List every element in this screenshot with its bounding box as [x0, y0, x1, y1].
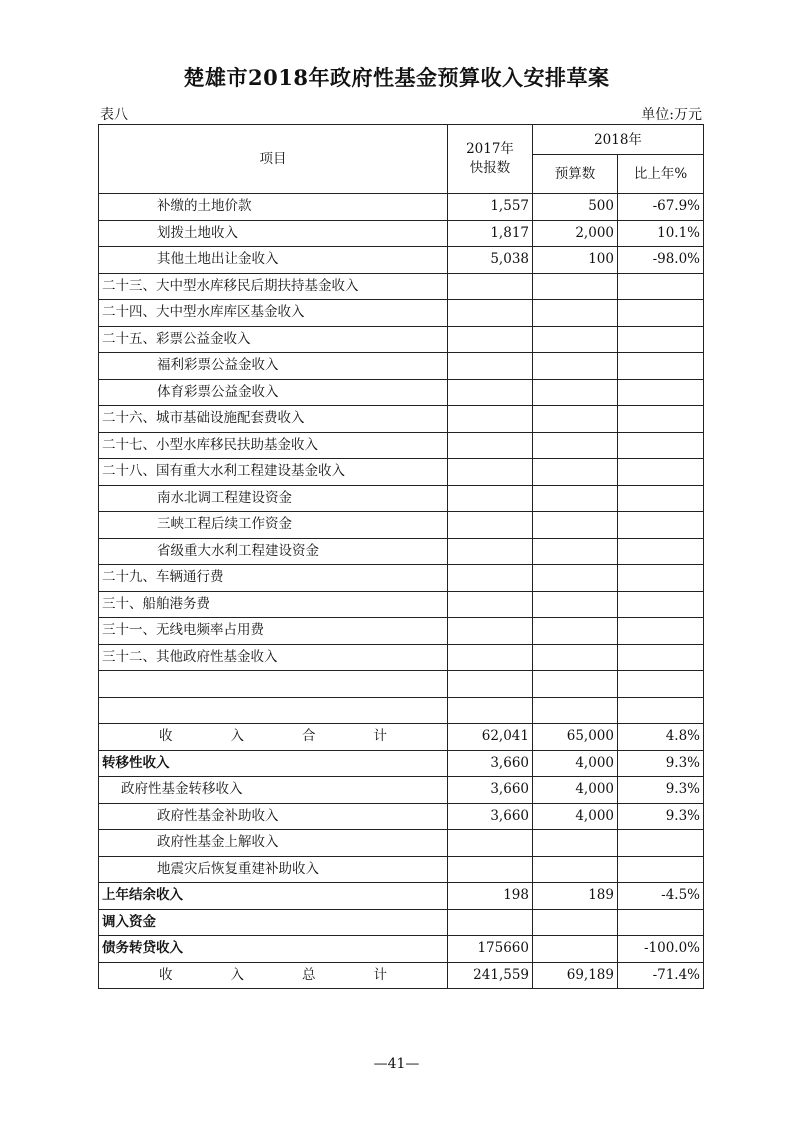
cell-v2017 [448, 300, 533, 327]
cell-v2017 [448, 538, 533, 565]
cell-budget: 500 [533, 194, 618, 221]
cell-v2017 [448, 326, 533, 353]
cell-budget [533, 512, 618, 539]
cell-budget [533, 432, 618, 459]
table-row [99, 512, 704, 539]
row-label: 债务转贷收入 [99, 936, 448, 963]
table-row [99, 856, 704, 883]
table-row [99, 247, 704, 274]
cell-budget [533, 936, 618, 963]
cell-v2017 [448, 565, 533, 592]
cell-change: -71.4% [618, 962, 704, 989]
table-row [99, 459, 704, 486]
header-2017 [448, 125, 533, 194]
cell-change [618, 512, 704, 539]
table-row [99, 777, 704, 804]
cell-budget [533, 591, 618, 618]
cell-change [618, 459, 704, 486]
cell-budget [533, 618, 618, 645]
cell-v2017 [448, 379, 533, 406]
cell-change [618, 618, 704, 645]
row-label: 地震灾后恢复重建补助收入 [99, 856, 448, 883]
cell-budget: 100 [533, 247, 618, 274]
table-row [99, 379, 704, 406]
row-label: 划拨土地收入 [99, 220, 448, 247]
cell-change [618, 856, 704, 883]
row-label: 二十六、城市基础设施配套费收入 [99, 406, 448, 433]
cell-v2017: 241,559 [448, 962, 533, 989]
cell-change [618, 379, 704, 406]
cell-budget: 69,189 [533, 962, 618, 989]
cell-budget [533, 379, 618, 406]
row-label: 三十一、无线电频率占用费 [99, 618, 448, 645]
page-title: 楚雄市2018年政府性基金预算收入安排草案 [183, 65, 610, 90]
cell-v2017 [448, 591, 533, 618]
table-label: 表八 [100, 107, 128, 123]
cell-change [618, 485, 704, 512]
row-label: 二十四、大中型水库库区基金收入 [99, 300, 448, 327]
table-row [99, 644, 704, 671]
row-label: 二十九、车辆通行费 [99, 565, 448, 592]
row-label: 政府性基金转移收入 [99, 777, 448, 804]
row-label [99, 671, 448, 698]
row-label: 补缴的土地价款 [99, 194, 448, 221]
cell-budget [533, 273, 618, 300]
row-label: 三峡工程后续工作资金 [99, 512, 448, 539]
cell-v2017 [448, 459, 533, 486]
cell-change [618, 671, 704, 698]
cell-change: -67.9% [618, 194, 704, 221]
table-row [99, 538, 704, 565]
row-label: 二十七、小型水库移民扶助基金收入 [99, 432, 448, 459]
header-budget: 预算数 [533, 155, 618, 194]
cell-change [618, 565, 704, 592]
cell-v2017 [448, 909, 533, 936]
cell-v2017 [448, 485, 533, 512]
cell-change [618, 830, 704, 857]
cell-budget: 2,000 [533, 220, 618, 247]
budget-table [98, 124, 704, 989]
cell-v2017 [448, 406, 533, 433]
row-label: 二十五、彩票公益金收入 [99, 326, 448, 353]
header-2017-sub: 快报数 [469, 160, 511, 176]
cell-change: 9.3% [618, 803, 704, 830]
table-row [99, 353, 704, 380]
row-label: 二十三、大中型水库移民后期扶持基金收入 [99, 273, 448, 300]
row-label: 南水北调工程建设资金 [99, 485, 448, 512]
table-row [99, 697, 704, 724]
cell-v2017 [448, 432, 533, 459]
cell-v2017: 3,660 [448, 803, 533, 830]
row-label: 收入总计 [99, 962, 448, 989]
table-row [99, 194, 704, 221]
cell-budget: 4,000 [533, 803, 618, 830]
header-2017-year: 2017年 [466, 141, 514, 157]
table-row [99, 273, 704, 300]
row-label: 政府性基金补助收入 [99, 803, 448, 830]
cell-change: 4.8% [618, 724, 704, 751]
cell-change [618, 644, 704, 671]
row-label: 福利彩票公益金收入 [99, 353, 448, 380]
cell-change: -98.0% [618, 247, 704, 274]
table-row [99, 485, 704, 512]
unit-label: 单位:万元 [641, 107, 702, 123]
cell-v2017: 1,557 [448, 194, 533, 221]
cell-change [618, 591, 704, 618]
cell-v2017: 5,038 [448, 247, 533, 274]
table-row [99, 406, 704, 433]
table-row [99, 750, 704, 777]
table-row [99, 909, 704, 936]
page-number: —41— [373, 1056, 420, 1072]
cell-change: 10.1% [618, 220, 704, 247]
cell-v2017: 175660 [448, 936, 533, 963]
cell-change: -4.5% [618, 883, 704, 910]
row-label: 二十八、国有重大水利工程建设基金收入 [99, 459, 448, 486]
cell-change [618, 273, 704, 300]
cell-change [618, 538, 704, 565]
cell-budget [533, 459, 618, 486]
table-row [99, 830, 704, 857]
table-row [99, 724, 704, 751]
header-item: 项目 [99, 125, 448, 194]
row-label: 三十二、其他政府性基金收入 [99, 644, 448, 671]
cell-budget [533, 830, 618, 857]
cell-v2017 [448, 671, 533, 698]
cell-v2017 [448, 353, 533, 380]
cell-v2017 [448, 618, 533, 645]
table-row [99, 883, 704, 910]
row-label: 调入资金 [99, 909, 448, 936]
cell-change: 9.3% [618, 777, 704, 804]
cell-change: 9.3% [618, 750, 704, 777]
header-2018: 2018年 [533, 125, 704, 155]
cell-v2017 [448, 856, 533, 883]
cell-budget [533, 538, 618, 565]
cell-v2017 [448, 644, 533, 671]
cell-change [618, 300, 704, 327]
row-label: 其他土地出让金收入 [99, 247, 448, 274]
cell-budget [533, 644, 618, 671]
cell-budget: 65,000 [533, 724, 618, 751]
cell-budget [533, 326, 618, 353]
row-label: 三十、船舶港务费 [99, 591, 448, 618]
row-label: 政府性基金上解收入 [99, 830, 448, 857]
row-label [99, 697, 448, 724]
cell-change [618, 353, 704, 380]
table-row [99, 220, 704, 247]
table-row [99, 671, 704, 698]
table-row [99, 936, 704, 963]
cell-v2017 [448, 273, 533, 300]
cell-budget [533, 856, 618, 883]
table-row [99, 591, 704, 618]
cell-budget [533, 300, 618, 327]
row-label: 转移性收入 [99, 750, 448, 777]
cell-v2017: 3,660 [448, 750, 533, 777]
cell-v2017: 1,817 [448, 220, 533, 247]
row-label: 收入合计 [99, 724, 448, 751]
cell-budget [533, 671, 618, 698]
cell-budget [533, 353, 618, 380]
cell-budget: 4,000 [533, 750, 618, 777]
cell-change [618, 432, 704, 459]
cell-budget [533, 565, 618, 592]
table-row [99, 432, 704, 459]
cell-change [618, 406, 704, 433]
cell-budget: 4,000 [533, 777, 618, 804]
table-subheader [98, 104, 702, 122]
cell-budget [533, 909, 618, 936]
cell-change [618, 697, 704, 724]
cell-change [618, 326, 704, 353]
table-row [99, 326, 704, 353]
row-label: 省级重大水利工程建设资金 [99, 538, 448, 565]
cell-v2017 [448, 830, 533, 857]
header-change: 比上年% [618, 155, 704, 194]
cell-v2017 [448, 512, 533, 539]
cell-change: -100.0% [618, 936, 704, 963]
cell-v2017: 198 [448, 883, 533, 910]
table-row [99, 565, 704, 592]
cell-budget [533, 406, 618, 433]
cell-v2017 [448, 697, 533, 724]
table-row [99, 618, 704, 645]
cell-budget: 189 [533, 883, 618, 910]
table-row [99, 962, 704, 989]
cell-v2017: 3,660 [448, 777, 533, 804]
table-body [99, 194, 704, 989]
cell-budget [533, 485, 618, 512]
table-row [99, 803, 704, 830]
row-label: 体育彩票公益金收入 [99, 379, 448, 406]
cell-change [618, 909, 704, 936]
cell-v2017: 62,041 [448, 724, 533, 751]
cell-budget [533, 697, 618, 724]
row-label: 上年结余收入 [99, 883, 448, 910]
table-row [99, 300, 704, 327]
